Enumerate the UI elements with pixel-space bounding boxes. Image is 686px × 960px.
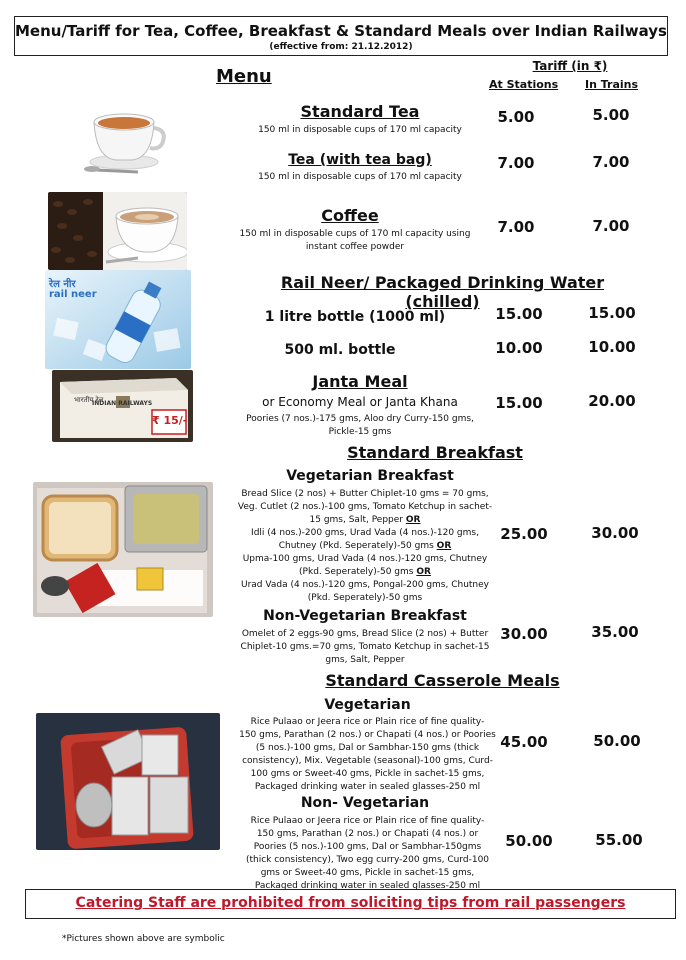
casserole-meal-image: [36, 713, 220, 850]
effective-date: (effective from: 21.12.2012): [269, 42, 413, 52]
tariff-heading: Tariff (in ₹): [532, 59, 608, 73]
nonveg-meal-line4: (thick consistency), Two egg curry-200 gms, Curd-100: [245, 855, 490, 865]
veg-breakfast-line6: Upma-100 gms, Urad Vada (4 nos.)-120 gms, Chutney: [242, 554, 488, 564]
litre-bottle-title: 1 litre bottle (1000 ml): [264, 309, 446, 325]
nonveg-meal-line6: Packaged drinking water in sealed glasses-250 ml: [254, 881, 481, 891]
nonveg-breakfast-train-price: 35.00: [591, 623, 639, 641]
rail-neer-title: Rail Neer/ Packaged Drinking Water (chilled): [280, 273, 605, 311]
veg-breakfast-line3: 15 gms, Salt, Pepper OR: [309, 515, 421, 525]
coffee-title: Coffee: [321, 206, 379, 225]
nonveg-meal-line2: 150 gms, Parathan (2 nos.) or Chapati (4 nos.) or: [256, 829, 479, 839]
box-english-text: INDIAN RAILWAYS: [92, 400, 153, 407]
veg-breakfast-line8: Urad Vada (4 nos.)-120 gms, Pongal-200 gms, Chutney: [241, 580, 489, 590]
veg-breakfast-line2: Veg. Cutlet (2 nos.)-100 gms, Tomato Ketchup in sachet-: [237, 502, 493, 512]
pictures-note: *Pictures shown above are symbolic: [62, 934, 225, 944]
rail-neer-english-logo: rail neer: [49, 289, 97, 300]
half-litre-bottle-station-price: 10.00: [495, 339, 543, 357]
tea-cup-image: [78, 100, 170, 180]
standard-tea-title: Standard Tea: [300, 102, 420, 121]
box-hindi-text: भारतीय रेल: [74, 396, 104, 404]
nonveg-meal-line1: Rice Pulaao or Jeera rice or Plain rice of fine quality-: [250, 816, 485, 826]
half-litre-bottle-train-price: 10.00: [588, 338, 636, 356]
litre-bottle-station-price: 15.00: [495, 305, 543, 323]
standard-tea-train-price: 5.00: [592, 106, 630, 124]
half-litre-bottle-title: 500 ml. bottle: [284, 342, 396, 358]
nonveg-meal-line3: Poories (5 nos.)-100 gms, Dal or Sambhar-150gms: [253, 842, 482, 852]
veg-meal-line3: (5 nos.)-100 gms, Dal or Sambhar-150 gms (thick: [255, 743, 480, 753]
page-title: Menu/Tariff for Tea, Coffee, Breakfast & Standard Meals over Indian Railways: [14, 22, 667, 40]
tea-bag-desc: 150 ml in disposable cups of 170 ml capacity: [258, 172, 462, 182]
rail-neer-image: [45, 270, 191, 369]
nonveg-meal-line5: gms or Sweet-40 gms, Pickle in sachet-15 gms,: [260, 868, 475, 878]
veg-breakfast-line7: (Pkd. Seperately)-50 gms OR: [299, 567, 431, 577]
veg-breakfast-line4: Idli (4 nos.)-200 gms, Urad Vada (4 nos.)-120 gms,: [251, 528, 479, 538]
box-price-stamp: ₹ 15/-: [152, 414, 188, 427]
col-in-trains: In Trains: [585, 78, 639, 91]
veg-breakfast-station-price: 25.00: [500, 525, 548, 543]
janta-meal-desc-line2: Pickle-15 gms: [328, 427, 392, 437]
veg-meal-line1: Rice Pulaao or Jeera rice or Plain rice of fine quality-: [250, 717, 485, 727]
janta-meal-desc-line1: Poories (7 nos.)-175 gms, Aloo dry Curry-150 gms,: [246, 414, 474, 424]
litre-bottle-train-price: 15.00: [588, 304, 636, 322]
veg-meal-title: Vegetarian: [324, 697, 411, 713]
veg-meal-train-price: 50.00: [593, 732, 641, 750]
or-separator: OR: [436, 541, 452, 551]
veg-meal-line4: consistency), Mix. Vegetable (seasonal)-100 gms, Curd-: [242, 756, 493, 766]
tea-bag-title: Tea (with tea bag): [288, 152, 432, 168]
veg-breakfast-title: Vegetarian Breakfast: [286, 468, 454, 484]
veg-meal-station-price: 45.00: [500, 733, 548, 751]
coffee-train-price: 7.00: [592, 217, 630, 235]
standard-tea-desc: 150 ml in disposable cups of 170 ml capacity: [258, 125, 462, 135]
tea-bag-train-price: 7.00: [592, 153, 630, 171]
breakfast-tray-image: [33, 482, 213, 617]
nonveg-breakfast-line1: Omelet of 2 eggs-90 gms, Bread Slice (2 nos) + Butter: [241, 629, 489, 639]
no-tips-warning: Catering Staff are prohibited from soliciting tips from rail passengers: [75, 895, 626, 911]
veg-breakfast-line1: Bread Slice (2 nos) + Butter Chiplet-10 gms = 70 gms,: [241, 489, 489, 499]
janta-meal-subtitle: or Economy Meal or Janta Khana: [262, 395, 458, 409]
veg-breakfast-line5: Chutney (Pkd. Seperately)-50 gms OR: [278, 541, 452, 551]
nonveg-meal-title: Non- Vegetarian: [300, 795, 430, 811]
nonveg-breakfast-title: Non-Vegetarian Breakfast: [263, 608, 467, 624]
col-at-stations: At Stations: [489, 78, 559, 91]
standard-breakfast-title: Standard Breakfast: [347, 443, 523, 462]
veg-breakfast-train-price: 30.00: [591, 524, 639, 542]
veg-meal-line6: Packaged drinking water in sealed glasses-250 ml: [254, 782, 481, 792]
veg-breakfast-line9: (Pkd. Seperately)-50 gms: [307, 593, 423, 603]
casserole-meals-title: Standard Casserole Meals: [325, 671, 560, 690]
janta-meal-box-image: [52, 370, 193, 442]
coffee-image: [48, 192, 187, 270]
coffee-desc-line1: 150 ml in disposable cups of 170 ml capacity using: [239, 229, 471, 239]
nonveg-breakfast-line3: gms, Salt, Pepper: [325, 655, 405, 665]
coffee-desc-line2: instant coffee powder: [305, 242, 405, 252]
nonveg-meal-train-price: 55.00: [595, 831, 643, 849]
nonveg-breakfast-line2: Chiplet-10 gms.=70 gms, Tomato Ketchup in sachet-15: [240, 642, 490, 652]
janta-meal-train-price: 20.00: [588, 392, 636, 410]
janta-meal-title: Janta Meal: [312, 372, 408, 391]
or-separator: OR: [416, 567, 431, 577]
nonveg-meal-station-price: 50.00: [505, 832, 553, 850]
janta-meal-station-price: 15.00: [495, 394, 543, 412]
veg-meal-line5: 100 gms or Sweet-40 gms, Pickle in sachet-15 gms,: [250, 769, 485, 779]
coffee-station-price: 7.00: [497, 218, 535, 236]
standard-tea-station-price: 5.00: [497, 108, 535, 126]
menu-heading: Menu: [216, 66, 272, 87]
or-separator: OR: [405, 515, 421, 525]
tea-bag-station-price: 7.00: [497, 154, 535, 172]
nonveg-breakfast-station-price: 30.00: [500, 625, 548, 643]
rail-neer-hindi-logo: रेल नीर: [49, 279, 76, 290]
veg-meal-line2: 150 gms, Parathan (2 nos.) or Chapati (4 nos.) or Poories: [239, 730, 496, 740]
